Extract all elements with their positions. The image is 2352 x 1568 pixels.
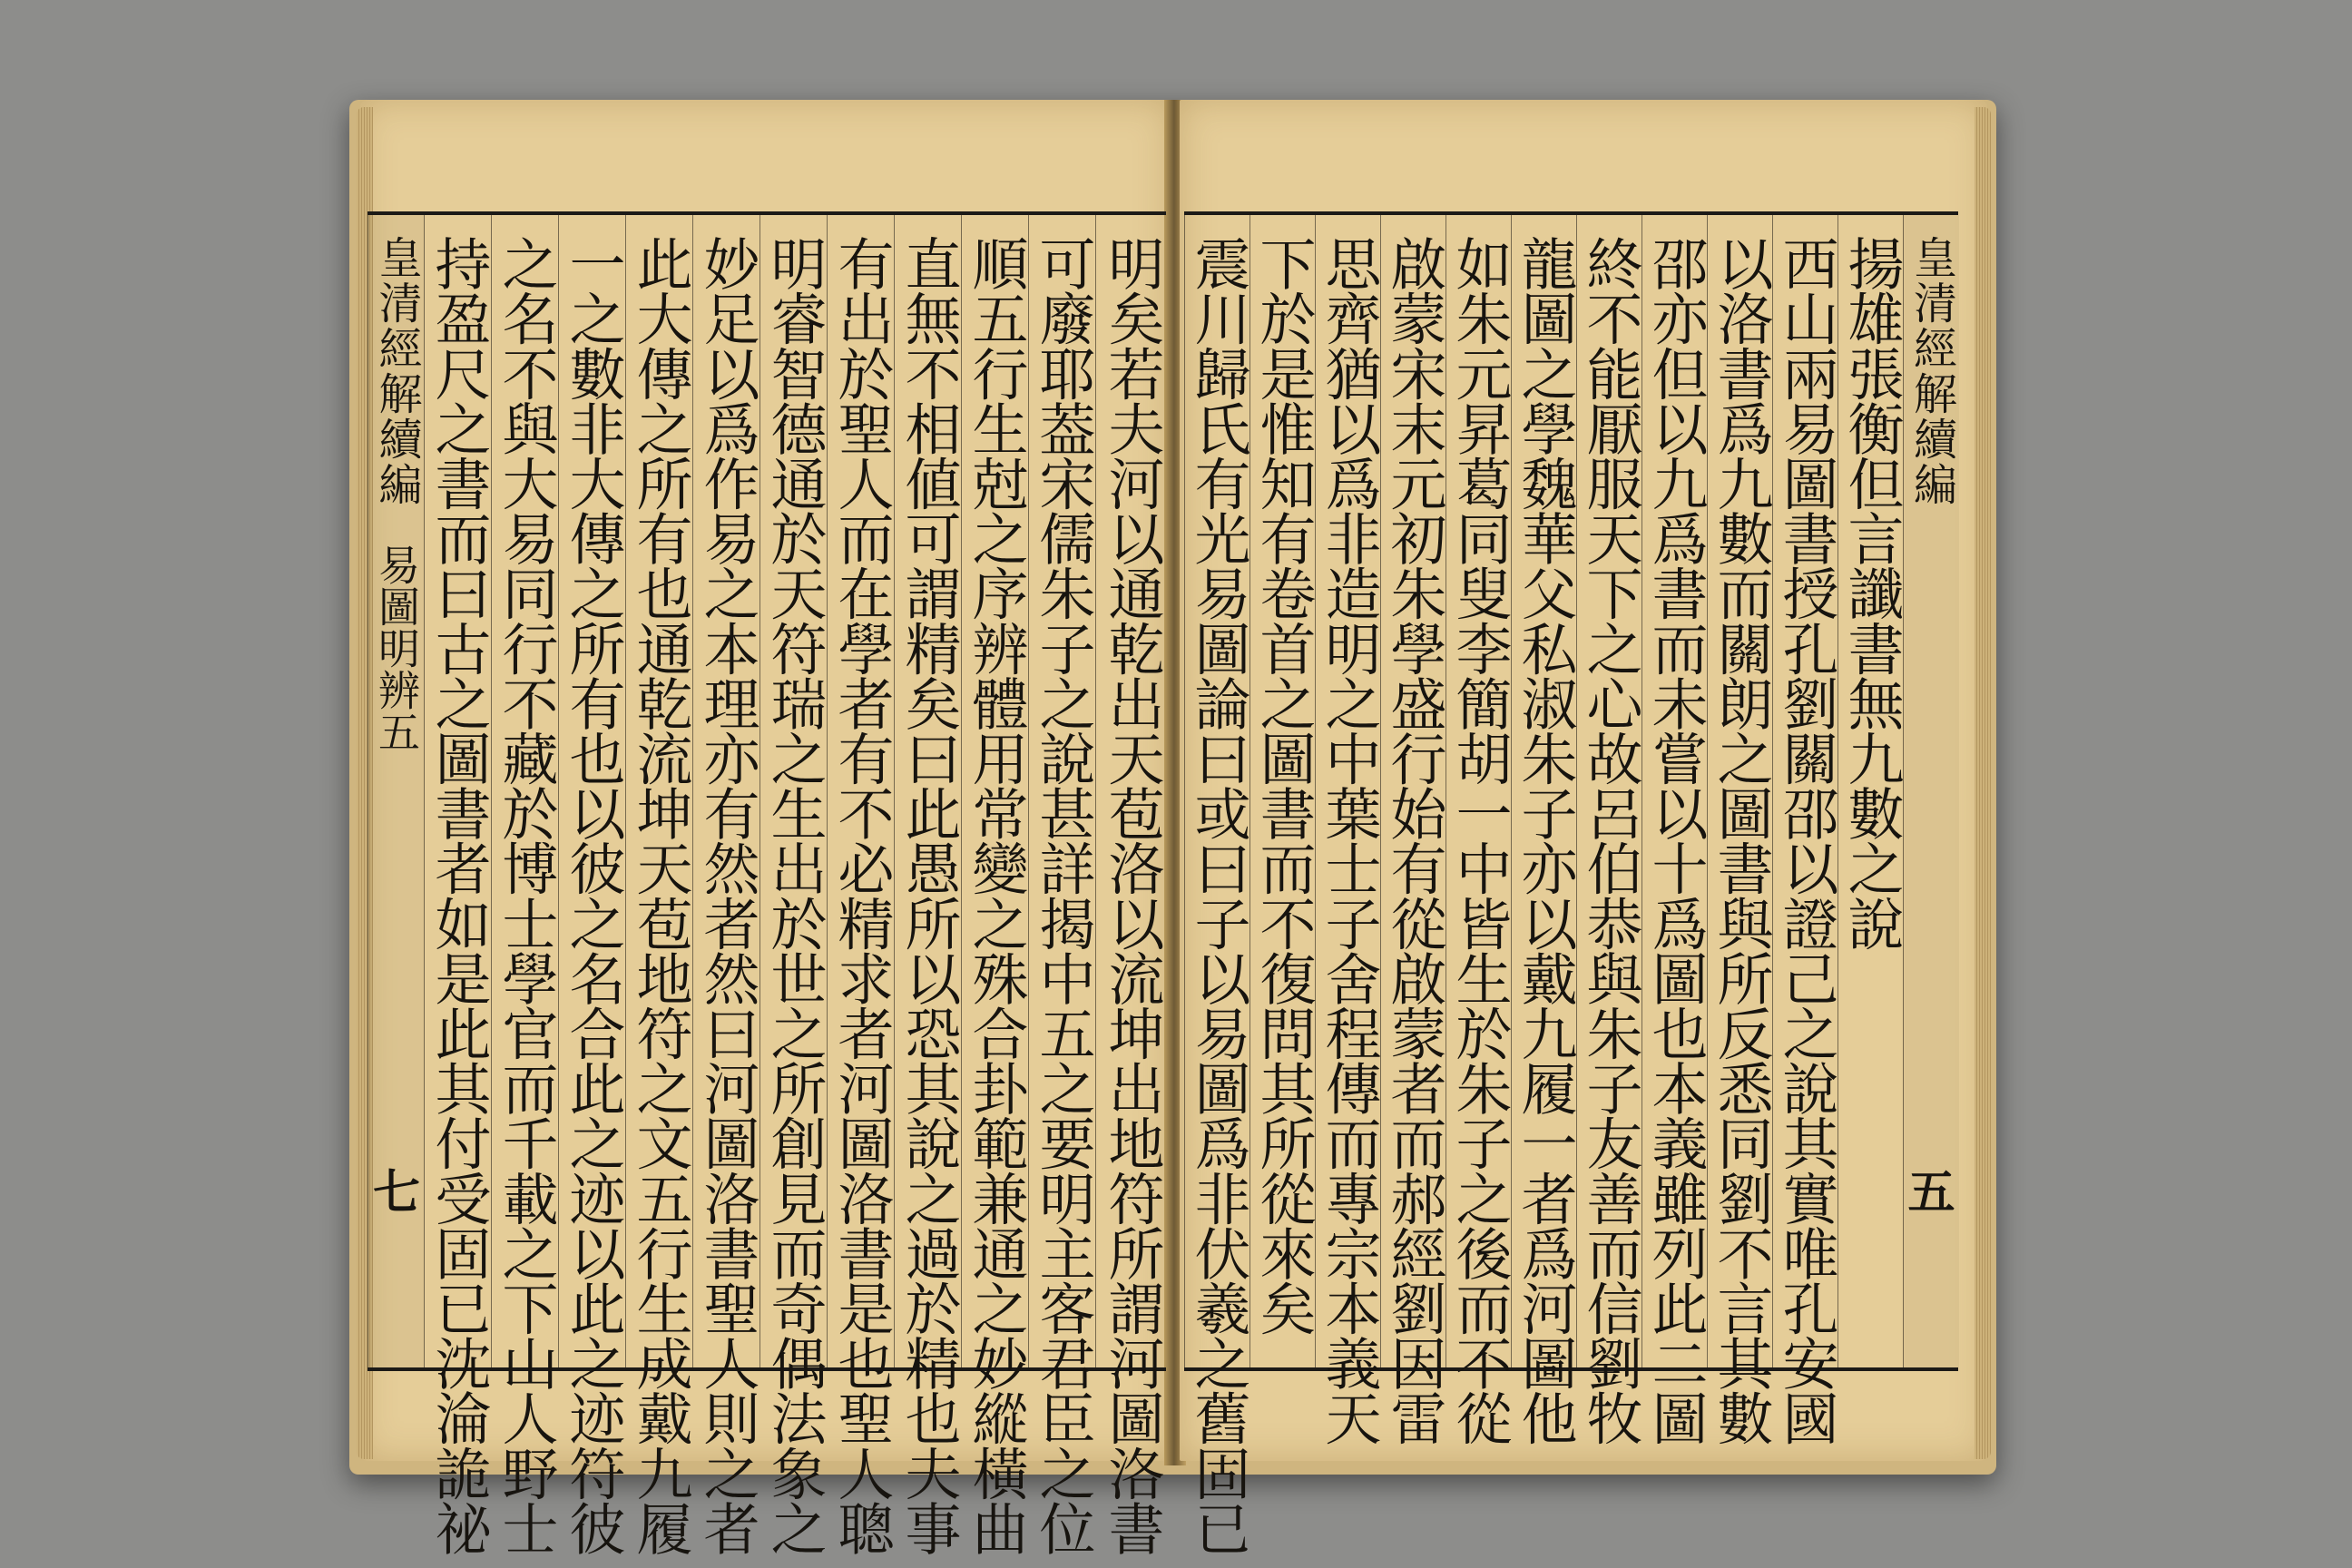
- left-center-subtitle: 易圖明辨五: [372, 544, 421, 752]
- left-column-11: [424, 215, 492, 1555]
- column-text: 以洛書爲九數而關朗之圖書與所反悉同劉不言其數: [1708, 235, 1774, 1446]
- right-column-7: [1446, 215, 1513, 1446]
- right-column-2: [1772, 215, 1839, 1446]
- left-text-frame: [368, 211, 1166, 1555]
- left-column-10: [491, 215, 559, 1555]
- column-text: 龍圖之學魏華父私淑朱子亦以戴九履一者爲河圖他: [1512, 235, 1578, 1446]
- left-column-7: [692, 215, 760, 1555]
- column-text: 持盈尺之書而曰古之圖書者如是此其付受固已沈淪詭祕: [426, 235, 492, 1555]
- right-column-9: [1315, 215, 1382, 1446]
- right-column-6: [1511, 215, 1578, 1446]
- right-column-11: [1184, 215, 1251, 1555]
- left-column-6: [760, 215, 828, 1555]
- column-text: 終不能厭服天下之心故呂伯恭與朱子友善而信劉牧: [1577, 235, 1643, 1446]
- left-column-3: [961, 215, 1029, 1555]
- left-column-9: [558, 215, 626, 1555]
- left-column-5: [827, 215, 895, 1555]
- right-center-title: 皇清經解續編: [1906, 235, 1957, 507]
- right-column-10: [1250, 215, 1316, 1367]
- left-column-2: [1028, 215, 1096, 1555]
- right-text-frame: [1184, 211, 1958, 1555]
- right-page-edges: [1975, 107, 1991, 1459]
- right-column-3: [1707, 215, 1774, 1446]
- right-column-5: [1576, 215, 1643, 1446]
- column-text: 妙足以爲作易之本理亦有然者然曰河圖洛書聖人則之者: [694, 235, 760, 1555]
- left-column-1: [1095, 215, 1167, 1555]
- column-text: 此大傳之所有也通乾流坤天苞地符之文五行生成戴九履: [627, 235, 693, 1555]
- column-text: 可廢耶葢宋儒朱子之說甚詳揭中五之要明主客君臣之位: [1030, 235, 1096, 1555]
- left-center-strip: [368, 215, 425, 1367]
- right-column-4: [1642, 215, 1709, 1446]
- column-text: 震川歸氏有光易圖論曰或曰子以易圖爲非伏羲之舊固已: [1185, 235, 1251, 1555]
- column-text: 順五行生尅之序辨體用常變之殊合卦範兼通之妙縱橫曲: [963, 235, 1029, 1555]
- left-page-number: 七: [372, 1165, 420, 1220]
- column-text: 邵亦但以九爲書而未嘗以十爲圖也本義雖列此二圖: [1642, 235, 1709, 1446]
- column-text: 如朱元昇葛同叟李簡胡一中皆生於朱子之後而不從: [1446, 235, 1513, 1446]
- column-text: 明睿智德通於天符瑞之生出於世之所創見而奇偶法象之: [761, 235, 828, 1555]
- column-text: 揚雄張衡但言讖書無九數之說: [1838, 235, 1905, 950]
- left-center-title: 皇清經解續編: [371, 235, 422, 507]
- column-text: 啟蒙宋末元初朱學盛行始有從啟蒙者而郝經劉因雷: [1381, 235, 1447, 1446]
- right-column-1: [1838, 215, 1904, 1367]
- column-text: 一之數非大傳之所有也以彼之名合此之迹以此之迹符彼: [560, 235, 626, 1555]
- left-column-8: [625, 215, 693, 1555]
- column-text: 思齊猶以爲非造明之中葉士子舍程傳而專宗本義天: [1316, 235, 1382, 1446]
- column-text: 西山兩易圖書授孔劉關邵以證己之說其實唯孔安國: [1773, 235, 1839, 1446]
- column-text: 直無不相値可謂精矣曰此愚所以恐其說之過於精也夫事: [896, 235, 962, 1555]
- column-text: 之名不與大易同行不藏於博士學官而千載之下山人野士: [493, 235, 559, 1555]
- right-column-8: [1380, 215, 1447, 1446]
- column-text: 明矣若夫河以通乾出天苞洛以流坤出地符所謂河圖洛書: [1099, 235, 1165, 1555]
- right-page-number: 五: [1907, 1165, 1955, 1220]
- right-center-strip: [1903, 215, 1959, 1367]
- column-text: 下於是惟知有卷首之圖書而不復問其所從來矣: [1250, 235, 1317, 1336]
- column-text: 有出於聖人而在學者有不必精求者河圖洛書是也聖人聰: [828, 235, 895, 1555]
- left-column-4: [894, 215, 962, 1555]
